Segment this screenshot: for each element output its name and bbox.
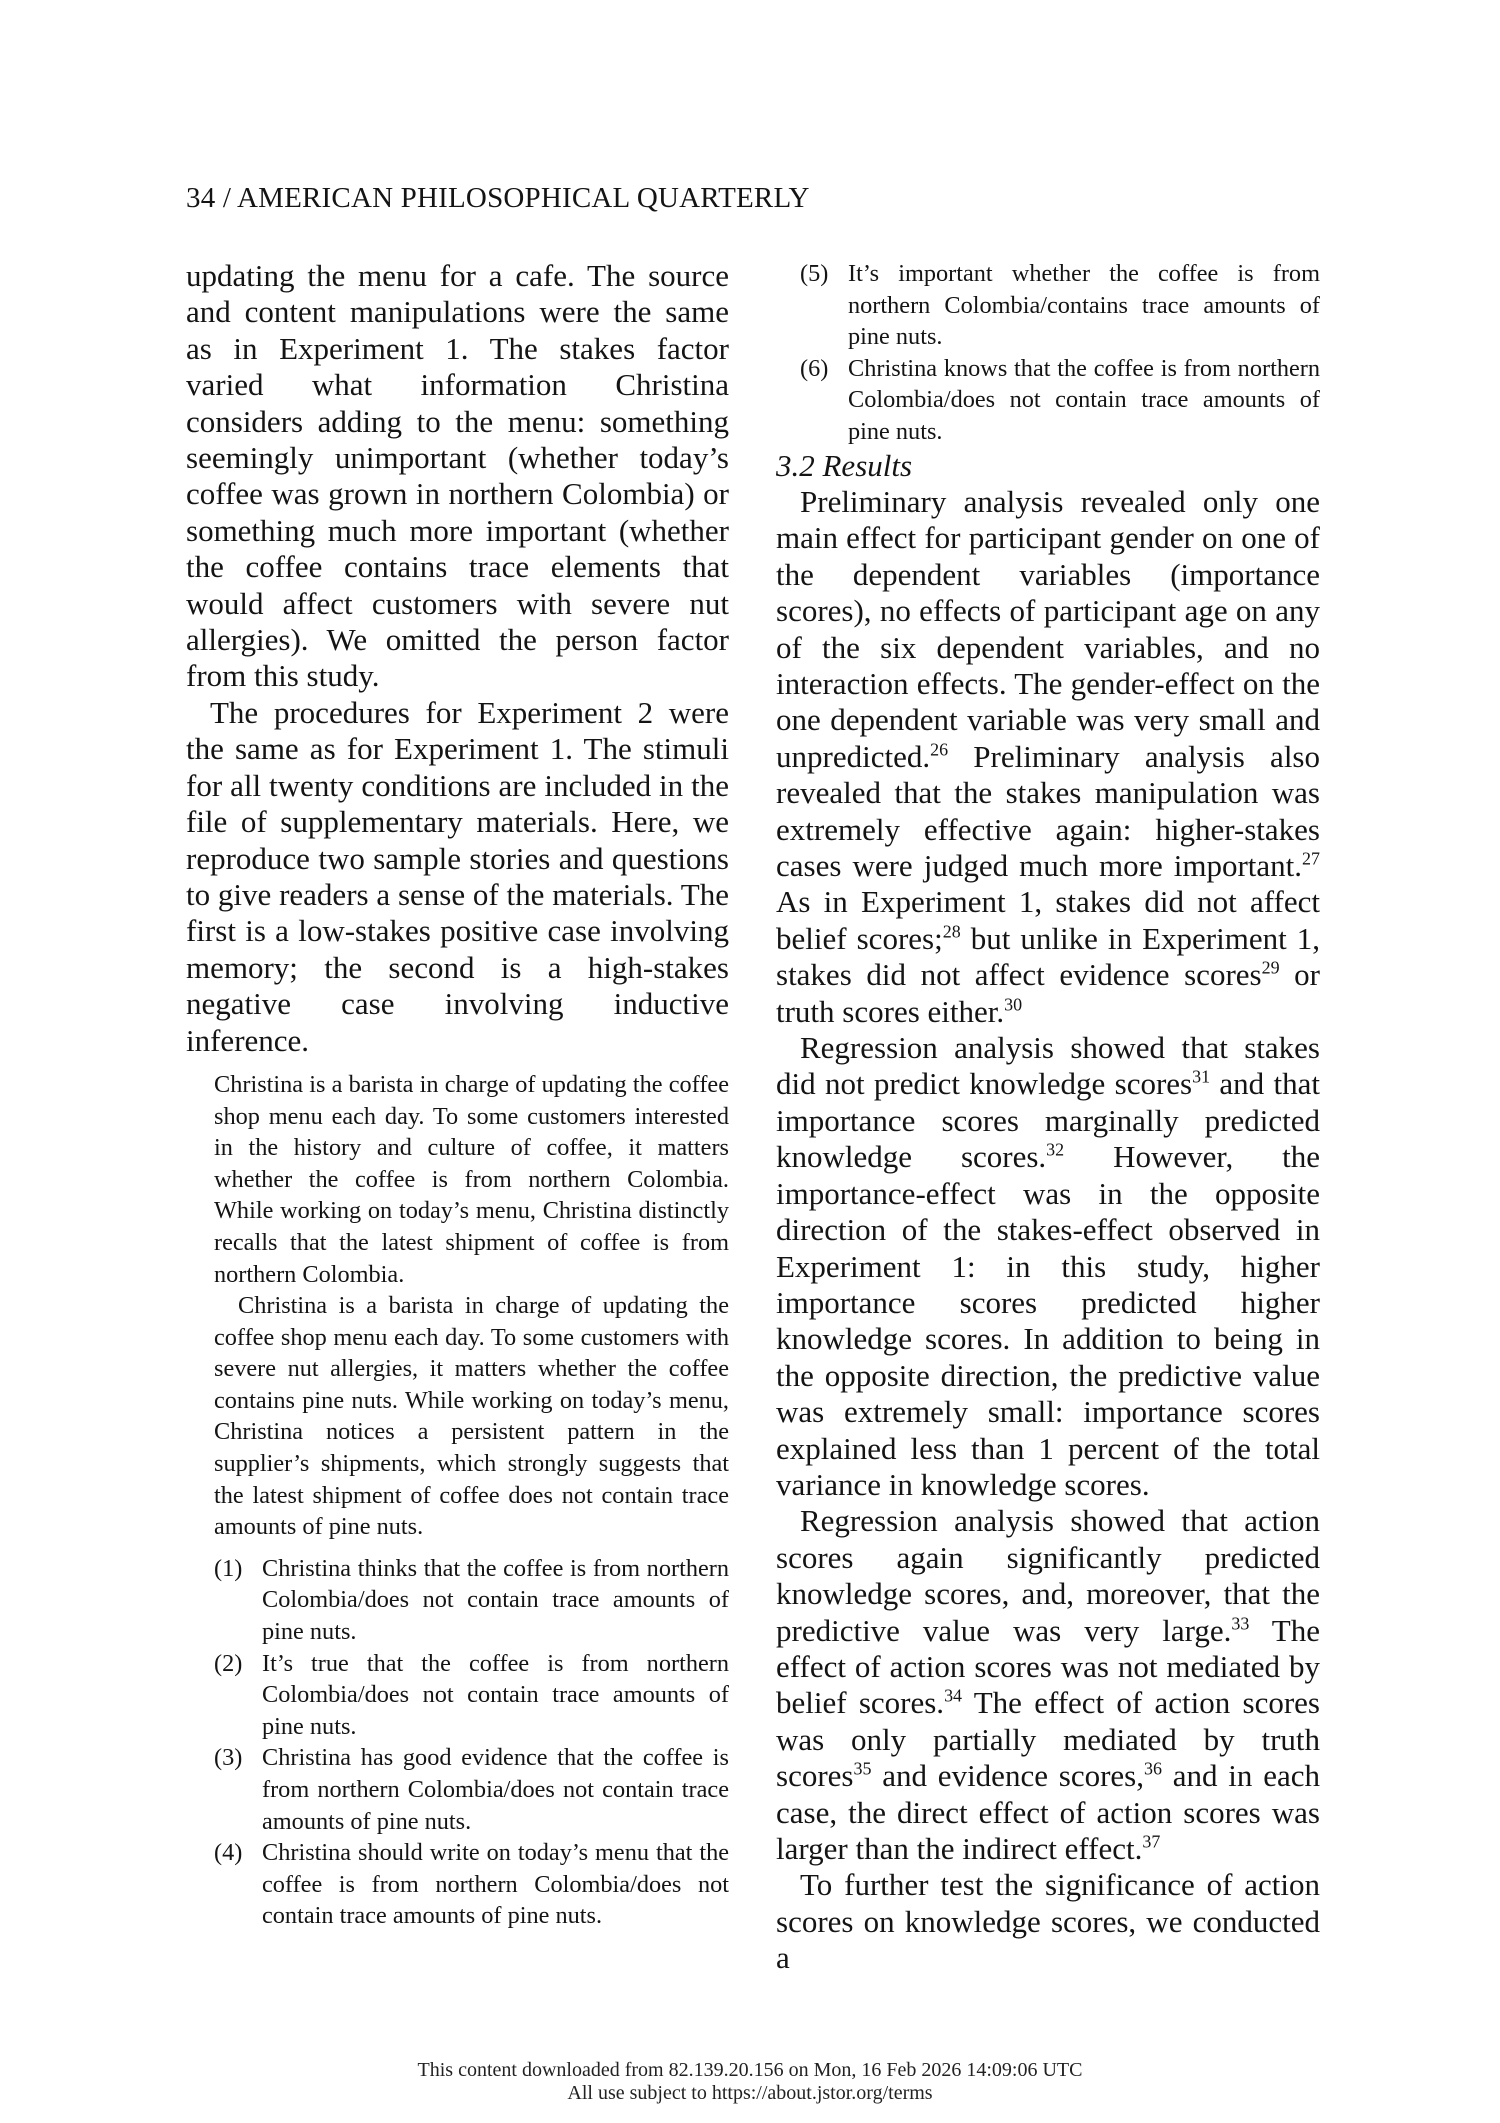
question-item [214, 1648, 729, 1743]
text-span: and evidence scores, [871, 1758, 1144, 1794]
footnote-ref: 30 [1004, 994, 1023, 1015]
sample-stories [214, 1069, 729, 1543]
running-header: 34 / AMERICAN PHILOSOPHICAL QUARTERLY [186, 182, 810, 214]
question-number: (4) [214, 1839, 243, 1867]
question-list [214, 1553, 729, 1932]
text-span: and in each case, the direct effect of action scores was larger than the indirect effect. [776, 1758, 1320, 1866]
question-text: It’s true that the coffee is from northern Colombia/does not contain trace amounts of pine nuts. [262, 1649, 729, 1740]
footnote-ref: 36 [1143, 1758, 1162, 1779]
right-column [776, 258, 1320, 1977]
text-span: Regression analysis showed that stakes did not predict knowledge scores [776, 1030, 1320, 1102]
text-span: Preliminary analysis also revealed that the stakes manipulation was extremely effective again: higher-stakes cases were judged much more important. [776, 738, 1320, 884]
story-low-stakes: Christina is a barista in charge of updating the coffee shop menu each day. To some customers interested in the history and culture of coffee, it matters whether the coffee is from northern Colombia. While working on today’s menu, Christina distinctly recalls that the latest shipment of coffee is from northern Colombia. [214, 1070, 729, 1288]
question-text: Christina has good evidence that the coffee is from northern Colombia/does not contain trace amounts of pine nuts. [262, 1744, 729, 1835]
question-item [214, 1553, 729, 1648]
footnote-ref: 31 [1192, 1067, 1211, 1088]
question-list-continued [800, 258, 1320, 448]
results-paragraph: To further test the significance of action scores on knowledge scores, we conducted a [776, 1867, 1320, 1976]
question-number: (6) [800, 354, 829, 382]
footnote-ref: 34 [944, 1686, 963, 1707]
text-span: The effect of action scores was only partially mediated by truth scores [776, 1685, 1320, 1794]
question-text: Christina knows that the coffee is from northern Colombia/does not contain trace amounts of pine nuts. [848, 354, 1320, 445]
results-paragraph [776, 1503, 1320, 1867]
download-footer [0, 2059, 1500, 2105]
footnote-ref: 35 [853, 1758, 872, 1779]
question-number: (1) [214, 1554, 243, 1582]
footnote-ref: 33 [1231, 1613, 1250, 1634]
footnote-ref: 27 [1302, 848, 1320, 869]
footnote-ref: 28 [942, 921, 961, 942]
text-span: or truth scores either. [776, 957, 1320, 1029]
question-text: It’s important whether the coffee is from northern Colombia/contains trace amounts of pine nuts. [848, 260, 1320, 351]
question-number: (2) [214, 1649, 243, 1677]
results-paragraph [776, 1030, 1320, 1503]
body-paragraph: The procedures for Experiment 2 were the same as for Experiment 1. The stimuli for all twenty conditions are included in the file of supplementary materials. Here, we reproduce two sample stories and questions to give readers a sense of the materials. The first is a low-stakes positive case involving memory; the second is a high-stakes negative case involving inductive inference. [186, 694, 729, 1058]
body-paragraph: updating the menu for a cafe. The source and content manipulations were the same as in Experiment 1. The stakes factor varied what information Christina considers adding to the menu: something seemingly unimportant (whether today’s coffee was grown in northern Colombia) or something much more important (whether the coffee contains trace elements that would affect customers with severe nut allergies). We omitted the person factor from this study. [186, 258, 729, 694]
question-item [800, 258, 1320, 353]
footnote-ref: 32 [1046, 1139, 1065, 1160]
question-number: (3) [214, 1744, 243, 1772]
footnote-ref: 29 [1261, 957, 1280, 978]
question-item [214, 1742, 729, 1837]
question-text: Christina thinks that the coffee is from northern Colombia/does not contain trace amounts of pine nuts. [262, 1554, 729, 1646]
text-span: but unlike in Experiment 1, stakes did not affect evidence scores [776, 920, 1320, 993]
story-high-stakes: Christina is a barista in charge of updating the coffee shop menu each day. To some customers with severe nut allergies, it matters whether the coffee contains pine nuts. While working on today’s menu, Christina notices a persistent pattern in the supplier’s shipments, which strongly suggests that the latest shipment of coffee does not contain trace amounts of pine nuts. [214, 1292, 729, 1541]
text-span: Preliminary analysis revealed only one main effect for participant gender on one of the dependent variables (importance scores), no effects of participant age on any of the six dependent variables, and no interaction effects. The gender-effect on the one dependent variable was very small and unpredicted. [776, 483, 1320, 774]
text-span: As in Experiment 1, stakes did not affect belief scores; [776, 884, 1320, 956]
section-heading: 3.2 Results [776, 447, 913, 483]
question-item [214, 1837, 729, 1932]
question-text: Christina should write on today’s menu that the coffee is from northern Colombia/does not contain trace amounts of pine nuts. [262, 1839, 729, 1930]
text-span: Regression analysis showed that action scores again significantly predicted knowledge scores, and, moreover, that the predictive value was very large. [776, 1503, 1320, 1648]
text-span: However, the importance-effect was in the opposite direction of the stakes-effect observed in Experiment 1: in this study, higher importance scores predicted higher knowledge scores. In addition to being in the opposite direction, the predictive value was extremely small: importance scores explained less than 1 percent of the total variance in knowledge scores. [776, 1139, 1320, 1502]
terms-notice: All use subject to https://about.jstor.org/terms [567, 2082, 933, 2104]
left-column [186, 258, 729, 1932]
download-notice: This content downloaded from 82.139.20.156 on Mon, 16 Feb 2026 14:09:06 UTC [417, 2059, 1083, 2081]
question-item [800, 353, 1320, 448]
question-number: (5) [800, 260, 829, 287]
text-span: The effect of action scores was not mediated by belief scores. [776, 1612, 1321, 1721]
results-paragraph [776, 484, 1320, 1030]
footnote-ref: 37 [1142, 1831, 1161, 1852]
text-span: and that importance scores marginally predicted knowledge scores. [776, 1066, 1321, 1175]
footnote-ref: 26 [930, 739, 949, 760]
